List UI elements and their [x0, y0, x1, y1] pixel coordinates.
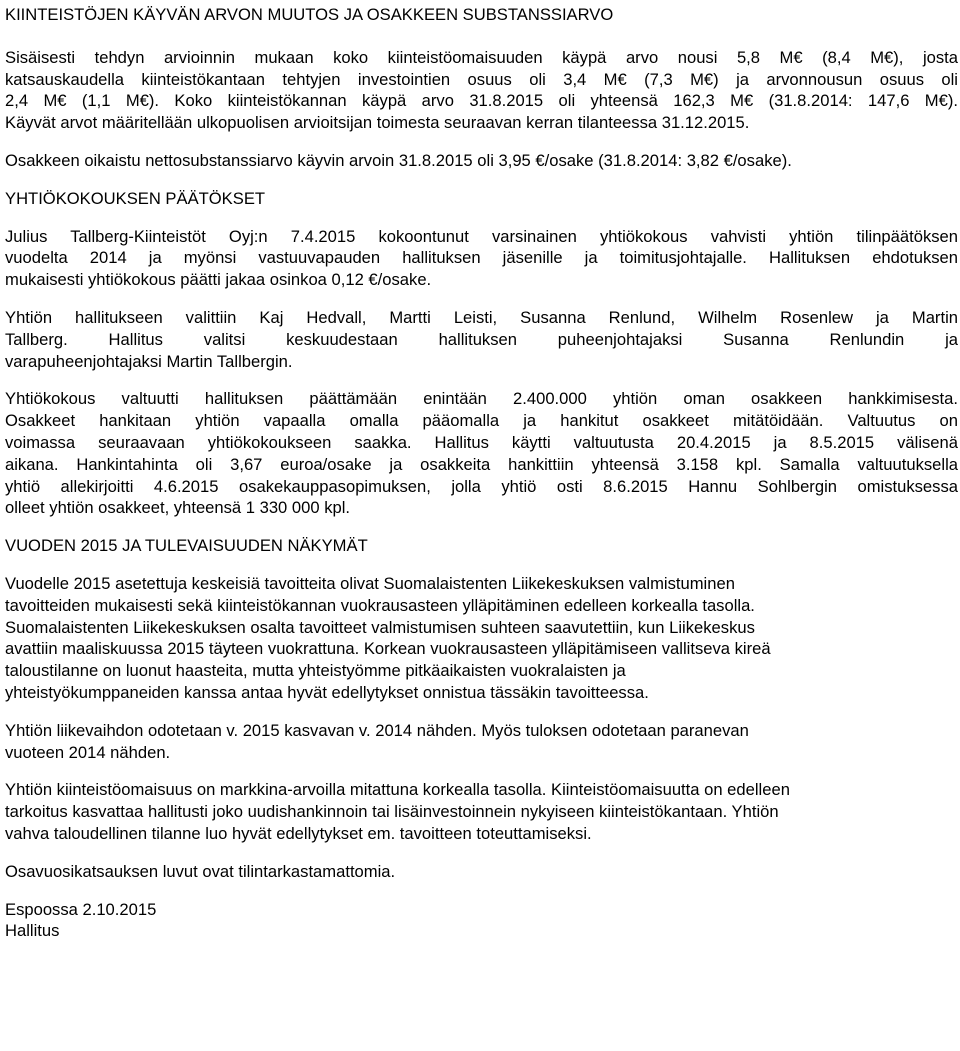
text-line: Suomalaistenten Liikekeskuksen osalta tavoitteet valmistumisen suhteen saavutettiin, kun Liikekeskus — [5, 617, 755, 637]
text-line: Sisäisesti tehdyn arvioinnin mukaan koko kiinteistöomaisuuden käypä arvo nousi 5,8 M€ (8,4 M€), josta — [5, 47, 958, 67]
text-line: yhtiö allekirjoitti 4.6.2015 osakekauppasopimuksen, jolla yhtiö osti 8.6.2015 Hannu Sohlbergin omistuksessa — [5, 476, 958, 496]
text-line: tavoitteiden mukaisesti sekä kiinteistökannan vuokrausasteen ylläpitäminen edelleen korkealla tasolla. — [5, 595, 755, 615]
heading-outlook — [5, 535, 958, 557]
document-page — [5, 4, 958, 942]
place-date: Espoossa 2.10.2015 — [5, 899, 157, 919]
heading-value-change — [5, 4, 958, 26]
text-line: mukaisesti yhtiökokous päätti jakaa osinkoa 0,12 €/osake. — [5, 270, 432, 290]
paragraph-goals — [5, 573, 958, 704]
text-line: Tallberg. Hallitus valitsi keskuudestaan hallituksen puheenjohtajaksi Susanna Renlundin ja — [5, 329, 958, 349]
text-line: voimassa seuraavaan yhtiökokoukseen saakka. Hallitus käytti valtuutusta 20.4.2015 ja 8.5.2015 välisenä — [5, 432, 958, 452]
text-line: Yhtiön kiinteistöomaisuus on markkina-arvoilla mitattuna korkealla tasolla. Kiinteistöomaisuutta on edelleen — [5, 780, 790, 800]
text-line: Vuodelle 2015 asetettuja keskeisiä tavoitteita olivat Suomalaistenten Liikekeskuksen valmistuminen — [5, 573, 735, 593]
paragraph-property-outlook — [5, 779, 958, 844]
paragraph-revenue-outlook — [5, 720, 958, 764]
paragraph-audit-note — [5, 861, 958, 883]
text-line: avattiin maaliskuussa 2015 täyteen vuokrattuna. Korkean vuokrausasteen ylläpitämiseen vallitseva kireä — [5, 639, 771, 659]
text-line: tarkoitus kasvattaa hallitusti joko uudishankinnoin tai lisäinvestoinnein nykyiseen kiinteistökantaan. Yhtiön — [5, 802, 779, 822]
text-line: Osakkeet hankitaan yhtiön vapaalla omalla pääomalla ja hankitut osakkeet mitätöidään. Valtuutus on — [5, 411, 958, 431]
text-line: vuodelta 2014 ja myönsi vastuuvapauden hallituksen jäsenille ja toimitusjohtajalle. Hallituksen ehdotuksen — [5, 248, 958, 268]
text-line: Yhtiön liikevaihdon odotetaan v. 2015 kasvavan v. 2014 nähden. Myös tuloksen odotetaan paranevan — [5, 720, 749, 740]
text-line: Osavuosikatsauksen luvut ovat tilintarkastamattomia. — [5, 861, 396, 881]
text-line: Osakkeen oikaistu nettosubstanssiarvo käyvin arvoin 31.8.2015 oli 3,95 €/osake (31.8.2014: 3,82 €/osake). — [5, 150, 792, 170]
heading-text: VUODEN 2015 JA TULEVAISUUDEN NÄKYMÄT — [5, 536, 368, 556]
paragraph-net-asset-value — [5, 150, 958, 172]
text-line: varapuheenjohtajaksi Martin Tallbergin. — [5, 351, 293, 371]
text-line: vuoteen 2014 nähden. — [5, 742, 171, 762]
text-line: Käyvät arvot määritellään ulkopuolisen arvioitsijan toimesta seuraavan kerran tilanteessa 31.12.2015. — [5, 113, 750, 133]
text-line: aikana. Hankintahinta oli 3,67 euroa/osake ja osakkeita hankittiin yhteensä 3.158 kpl. Samalla valtuutuksella — [5, 454, 958, 474]
paragraph-board-election — [5, 307, 958, 372]
text-line: Yhtiökokous valtuutti hallituksen päättämään enintään 2.400.000 yhtiön oman osakkeen hankkimisesta. — [5, 389, 958, 409]
text-line: 2,4 M€ (1,1 M€). Koko kiinteistökannan käypä arvo 31.8.2015 oli yhteensä 162,3 M€ (31.8.2014: 147,6 M€). — [5, 91, 958, 111]
text-line: vahva taloudellinen tilanne luo hyvät edellytykset em. tavoitteen toteuttamiseksi. — [5, 823, 592, 843]
paragraph-property-value — [5, 47, 958, 134]
signer: Hallitus — [5, 921, 60, 941]
heading-agm — [5, 188, 958, 210]
text-line: Yhtiön hallitukseen valittiin Kaj Hedvall, Martti Leisti, Susanna Renlund, Wilhelm Rosenlew ja Martin — [5, 307, 958, 327]
signature-block — [5, 899, 958, 943]
text-line: yhteistyökumppaneiden kanssa antaa hyvät edellytykset onnistua tässäkin tavoitteessa. — [5, 682, 649, 702]
text-line: taloustilanne on luonut haasteita, mutta yhteistyömme pitkäaikaisten vuokralaisten ja — [5, 661, 626, 681]
heading-text: YHTIÖKOKOUKSEN PÄÄTÖKSET — [5, 188, 266, 208]
text-line: katsauskaudella kiinteistökantaan tehtyjen investointien osuus oli 3,4 M€ (7,3 M€) ja arvonnousun osuus oli — [5, 69, 958, 89]
text-line: olleet yhtiön osakkeet, yhteensä 1 330 000 kpl. — [5, 498, 351, 518]
paragraph-agm-decisions — [5, 226, 958, 291]
text-line: Julius Tallberg-Kiinteistöt Oyj:n 7.4.2015 kokoontunut varsinainen yhtiökokous vahvisti yhtiön tilinpäätöksen — [5, 226, 958, 246]
heading-text: KIINTEISTÖJEN KÄYVÄN ARVON MUUTOS JA OSAKKEEN SUBSTANSSIARVO — [5, 5, 614, 24]
paragraph-share-buyback — [5, 388, 958, 519]
